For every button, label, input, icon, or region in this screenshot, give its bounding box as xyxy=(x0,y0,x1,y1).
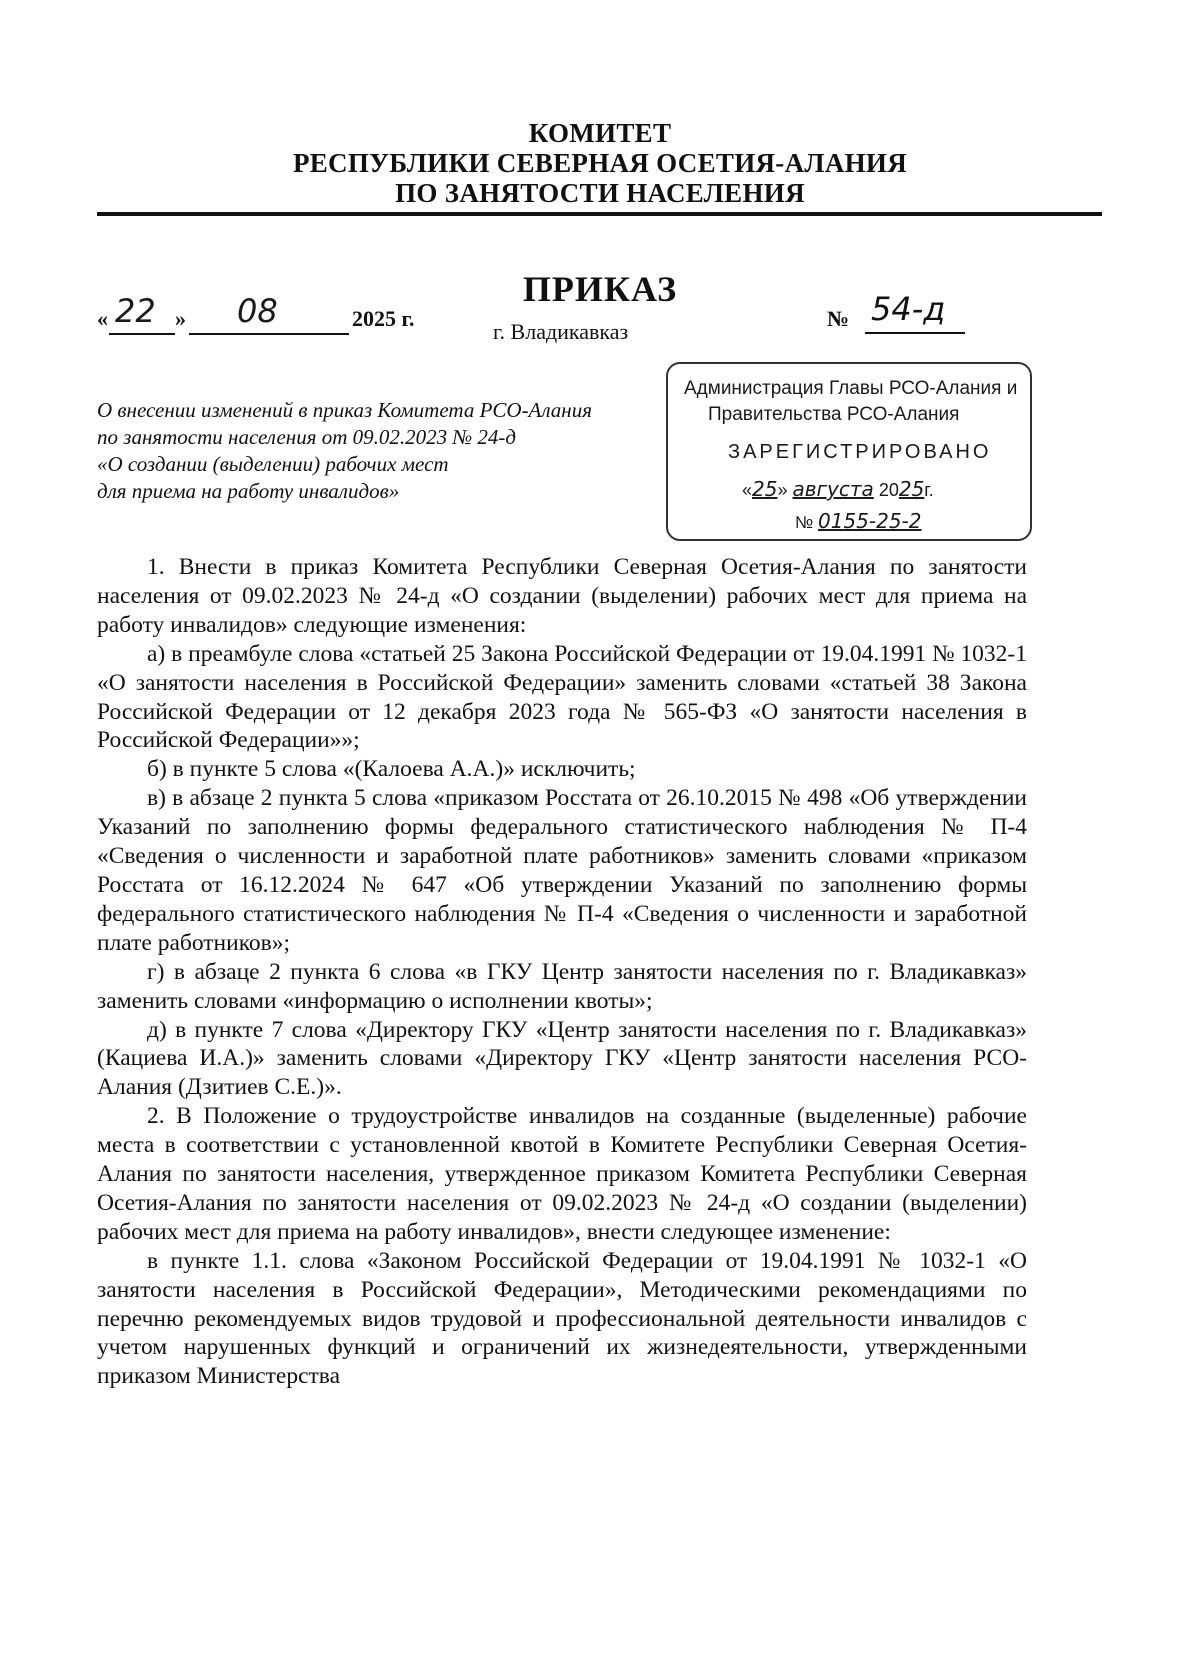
stamp-registered: ЗАРЕГИСТРИРОВАНО xyxy=(728,441,992,463)
date-day-underline xyxy=(109,333,175,335)
stamp-number xyxy=(795,509,922,533)
date-quote-close: » xyxy=(175,306,186,331)
stamp-line-1: Администрация Главы РСО-Алания и xyxy=(684,378,1018,399)
order-subject xyxy=(97,397,657,505)
date-quote-open: « xyxy=(97,306,108,331)
header-divider xyxy=(97,212,1102,216)
paragraph-1a: а) в преамбуле слова «статьей 25 Закона Российской Федерации от 19.04.1991 № 1032-1 «О занятости населения в Российской Федерации» заменить словами «статьей 38 Закона Российской Федерации от 12 декабря 2023 года № 565-ФЗ «О занятости населения в Российской Федерации»»; xyxy=(97,640,1027,754)
subject-line-2: по занятости населения от 09.02.2023 № 24-д xyxy=(97,425,517,449)
paragraph-1c: в) в абзаце 2 пункта 5 слова «приказом Росстата от 26.10.2015 № 498 «Об утверждении Указаний по заполнению формы федерального статистического наблюдения № П-4 «Сведения о численности и заработной плате работников» заменить словами «приказом Росстата от 16.12.2024 № 647 «Об утверждении Указаний по заполнению формы федерального статистического наблюдения № П-4 «Сведения о численности и заработной плате работников»; xyxy=(97,785,1027,956)
stamp-date-day: 25 xyxy=(752,477,778,501)
stamp-date xyxy=(742,477,934,501)
order-number xyxy=(827,290,1027,336)
header-line-3: ПО ЗАНЯТОСТИ НАСЕЛЕНИЯ xyxy=(395,178,805,208)
subject-line-4: для приема на работу инвалидов» xyxy=(97,479,400,503)
subject-line-3: «О создании (выделении) рабочих мест xyxy=(97,452,449,476)
stamp-number-prefix: № xyxy=(795,513,814,532)
date-day-handwritten: 22 xyxy=(115,292,156,330)
order-title: ПРИКАЗ xyxy=(522,269,678,309)
organization-header xyxy=(0,118,1200,208)
paragraph-1d: г) в абзаце 2 пункта 6 слова «в ГКУ Центр занятости населения по г. Владикавказ» заменить словами «информацию о исполнении квоты»; xyxy=(97,958,1027,1014)
paragraph-1e: д) в пункте 7 слова «Директору ГКУ «Центр занятости населения по г. Владикавказ» (Кациева И.А.)» заменить словами «Директору ГКУ «Центр занятости населения РСО-Алания (Дзитиев С.Е.)». xyxy=(97,1016,1027,1101)
stamp-date-month: августа xyxy=(792,477,874,501)
number-handwritten: 54-д xyxy=(871,290,946,328)
date-month-handwritten: 08 xyxy=(237,292,278,330)
header-line-2: РЕСПУБЛИКИ СЕВЕРНАЯ ОСЕТИЯ-АЛАНИЯ xyxy=(292,148,908,178)
paragraph-1b: б) в пункте 5 слова «(Калоева А.А.)» исключить; xyxy=(147,756,636,783)
order-body xyxy=(97,553,1027,1391)
number-prefix: № xyxy=(827,306,850,331)
stamp-line-2: Правительства РСО-Алания xyxy=(708,404,960,425)
paragraph-1: 1. Внести в приказ Комитета Республики Северная Осетия-Алания по занятости населения от 09.02.2023 № 24-д «О создании (выделении) рабочих мест для приема на работу инвалидов» следующие изменения: xyxy=(97,554,1027,638)
stamp-date-year-prefix: 20 xyxy=(878,480,899,500)
date-year: 2025 г. xyxy=(352,306,415,331)
registration-stamp xyxy=(666,362,1032,541)
stamp-date-open: « xyxy=(742,480,753,500)
number-underline xyxy=(865,332,965,334)
city: г. Владикавказ xyxy=(493,319,629,344)
paragraph-2-change: в пункте 1.1. слова «Законом Российской Федерации от 19.04.1991 № 1032-1 «О занятости населения в Российской Федерации», Методическими рекомендациями по перечню рекомендуемых видов трудовой и профессиональной деятельности инвалидов с учетом нарушенных функций и ограничений их жизнедеятельности, утвержденными приказом Министерства xyxy=(97,1247,1027,1390)
header-line-1: КОМИТЕТ xyxy=(528,118,672,148)
paragraph-2: 2. В Положение о трудоустройстве инвалидов на созданные (выделенные) рабочие места в соответствии с установленной квотой в Комитете Республики Северная Осетия-Алания по занятости населения, утвержденное приказом Комитета Республики Северная Осетия-Алания по занятости населения от 09.02.2023 № 24-д «О создании (выделении) рабочих мест для приема на работу инвалидов», внести следующее изменение: xyxy=(97,1103,1027,1245)
date-month-underline xyxy=(189,333,349,335)
stamp-date-suffix: г. xyxy=(924,480,934,500)
stamp-date-year: 25 xyxy=(898,477,925,501)
subject-line-1: О внесении изменений в приказ Комитета РСО-Алания xyxy=(97,398,592,422)
order-date xyxy=(97,292,437,340)
stamp-date-mid: » xyxy=(777,480,788,500)
stamp-number-value: 0155-25-2 xyxy=(817,509,922,533)
